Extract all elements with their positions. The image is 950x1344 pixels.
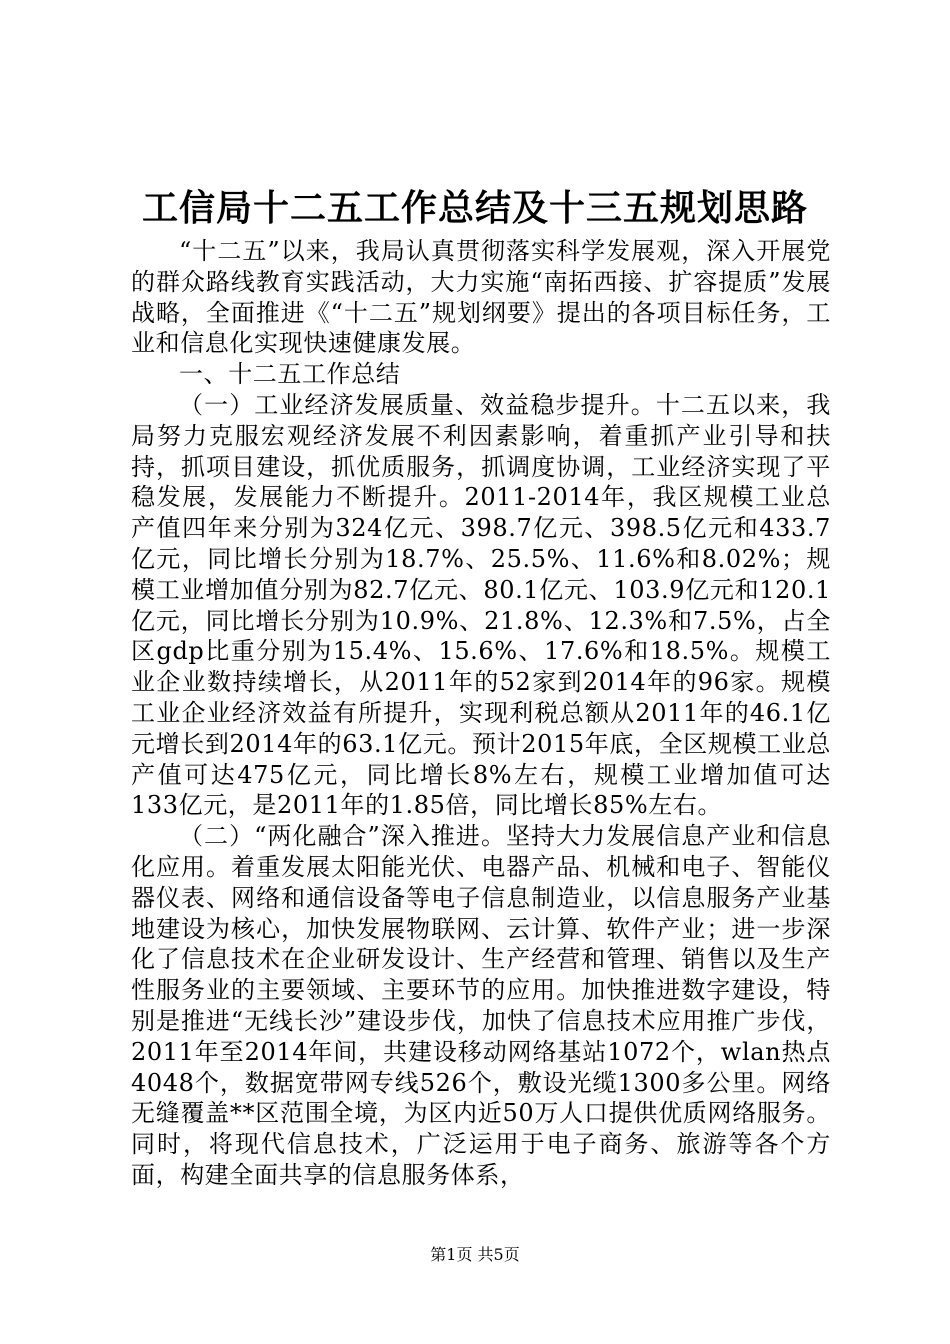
- paragraph-two-integration: （二）“两化融合”深入推进。坚持大力发展信息产业和信息化应用。着重发展太阳能光伏、电器产品、机械和电子、智能仪器仪表、网络和通信设备等电子信息制造业，以信息服务产业基地建设为核心，加快发展物联网、云计算、软件产业；进一步深化了信息技术在企业研发设计、生产经营和管理、销售以及生产性服务业的主要领域、主要环节的应用。加快推进数字建设，特别是推进“无线长沙”建设步伐，加快了信息技术应用推广步伐，2011年至2014年间，共建设移动网络基站1072个，wlan热点4048个，数据宽带网专线526个，敷设光缆1300多公里。网络无缝覆盖**区范围全境，为区内近50万人口提供优质网络服务。同时，将现代信息技术，广泛运用于电子商务、旅游等各个方面，构建全面共享的信息服务体系，: [131, 822, 831, 1189]
- document-body: [131, 236, 831, 1191]
- section-heading: 一、十二五工作总结: [179, 360, 401, 389]
- paragraph-intro: “十二五”以来，我局认真贯彻落实科学发展观，深入开展党的群众路线教育实践活动，大力实施“南拓西接、扩容提质”发展战略，全面推进《“十二五”规划纲要》提出的各项目标任务，工业和信息化实现快速健康发展。: [131, 237, 831, 358]
- document-title: 工信局十二五工作总结及十三五规划思路: [141, 187, 808, 229]
- paragraph-industrial-economy: （一）工业经济发展质量、效益稳步提升。十二五以来，我局努力克服宏观经济发展不利因素影响，着重抓产业引导和扶持，抓项目建设，抓优质服务，抓调度协调，工业经济实现了平稳发展，发展能力不断提升。2011-2014年，我区规模工业总产值四年来分别为324亿元、398.7亿元、398.5亿元和433.7亿元，同比增长分别为18.7%、25.5%、11.6%和8.02%；规模工业增加值分别为82.7亿元、80.1亿元、103.9亿元和120.1亿元，同比增长分别为10.9%、21.8%、12.3%和7.5%，占全区gdp比重分别为15.4%、15.6%、17.6%和18.5%。规模工业企业数持续增长，从2011年的52家到2014年的96家。规模工业企业经济效益有所提升，实现利税总额从2011年的46.1亿元增长到2014年的63.1亿元。预计2015年底，全区规模工业总产值可达475亿元，同比增长8%左右，规模工业增加值可达133亿元，是2011年的1.85倍，同比增长85%左右。: [131, 390, 831, 820]
- page-footer: 第1页 共5页: [430, 1245, 520, 1264]
